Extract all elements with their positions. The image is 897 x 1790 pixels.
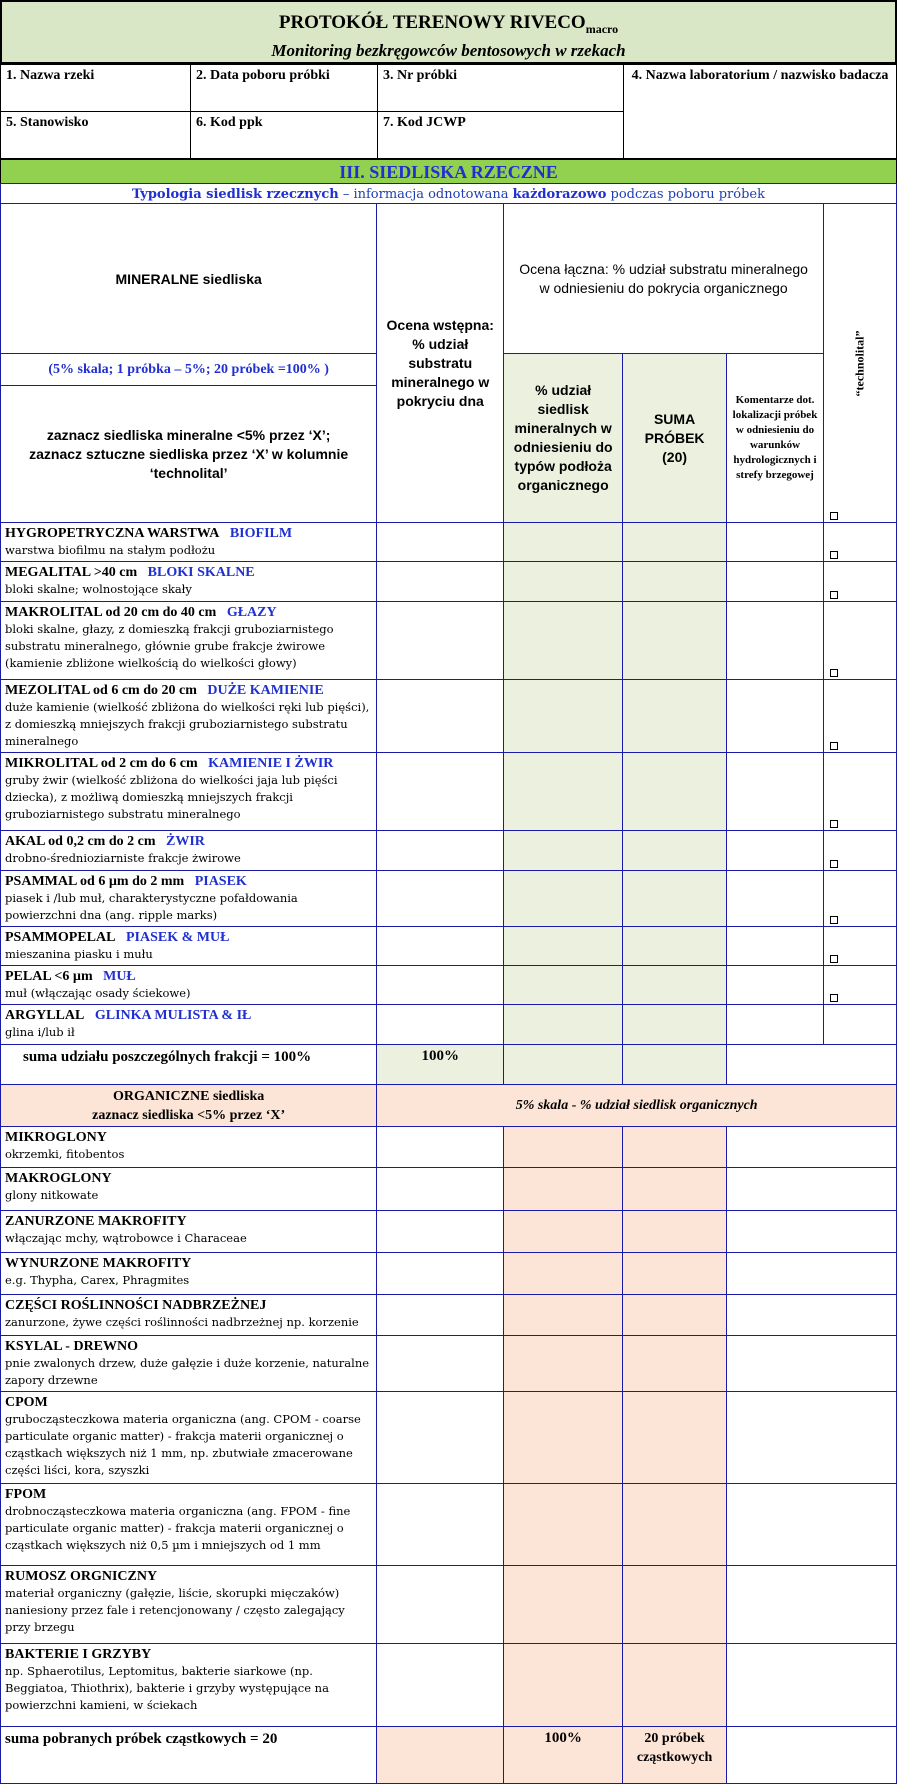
habitat-tag: MUŁ — [103, 969, 136, 984]
organic-habitat-text — [1, 1484, 376, 1556]
sum-samples-input[interactable] — [623, 602, 727, 680]
comments-input[interactable] — [727, 871, 824, 927]
organic-sum-samples: 20 próbek cząstkowych — [623, 1727, 727, 1784]
field-jcwp-code[interactable]: 7. Kod JCWP — [377, 111, 624, 159]
comments-input[interactable] — [727, 562, 824, 602]
sum-samples-input[interactable] — [623, 562, 727, 602]
organic-row — [1, 1253, 897, 1295]
field-sample-number[interactable]: 3. Nr próbki — [377, 64, 624, 112]
technolital-checkbox[interactable] — [830, 512, 838, 520]
field-river-name[interactable]: 1. Nazwa rzeki — [0, 64, 191, 112]
form-title — [2, 12, 895, 37]
mineral-sum-row — [1, 1045, 897, 1085]
organic-habitat-text — [1, 1566, 376, 1638]
technolital-checkbox[interactable] — [830, 860, 838, 868]
organic-comments-input[interactable] — [727, 1168, 897, 1211]
sum-samples-header: SUMA PRÓBEK (20) — [623, 354, 727, 523]
mineral-row — [1, 1005, 897, 1045]
habitat-name: ZANURZONE MAKROFITY — [5, 1214, 187, 1229]
technolital-header — [823, 204, 896, 523]
habitat-description: drobnocząsteczkowa materia organiczna (ang. FPOM - fine particulate organic matter) - frakcja materii organicznej o cząstkach większych niż 0,5 µm i mniejszych od 1 mm — [5, 1504, 351, 1552]
field-lab-name[interactable]: 4. Nazwa laboratorium / nazwisko badacza — [623, 64, 897, 159]
comments-input[interactable] — [727, 680, 824, 753]
organic-habitat-cell — [1, 1127, 377, 1168]
sum-samples-input[interactable] — [623, 831, 727, 871]
organic-habitat-cell — [1, 1336, 377, 1392]
organic-habitat-cell — [1, 1644, 377, 1727]
organic-habitat-text — [1, 1127, 376, 1165]
habitat-name: HYGROPETRYCZNA WARSTWA — [5, 526, 220, 541]
organic-sum-value: 100% — [504, 1727, 623, 1784]
habitat-tag: GŁAZY — [226, 605, 277, 620]
organic-sum-input[interactable] — [623, 1336, 727, 1392]
mineral-habitat-name — [5, 929, 372, 946]
share-input[interactable] — [504, 680, 623, 753]
habitat-description: okrzemki, fitobentos — [5, 1147, 125, 1161]
technolital-checkbox[interactable] — [830, 669, 838, 677]
mineral-habitat-text — [1, 680, 376, 752]
mineral-habitat-text — [1, 831, 376, 869]
habitat-name: MAKROLITAL od 20 cm do 40 cm — [5, 605, 217, 620]
empty-cell — [727, 1727, 897, 1784]
habitat-name: MEZOLITAL od 6 cm do 20 cm — [5, 683, 197, 698]
initial-assessment-input[interactable] — [377, 753, 504, 831]
habitat-tag: KAMIENIE I ŻWIR — [208, 756, 334, 771]
habitat-name: RUMOSZ ORGNICZNY — [5, 1569, 158, 1584]
organic-comments-input[interactable] — [727, 1211, 897, 1253]
comments-input[interactable] — [727, 602, 824, 680]
mineral-row — [1, 927, 897, 966]
organic-comments-input[interactable] — [727, 1644, 897, 1727]
organic-habitat-text — [1, 1211, 376, 1249]
organic-comments-input[interactable] — [727, 1295, 897, 1336]
organic-habitat-text — [1, 1336, 376, 1391]
sum-samples-input[interactable] — [623, 927, 727, 966]
initial-assessment-input[interactable] — [377, 680, 504, 753]
typology-bold-2: każdorazowo — [512, 187, 607, 202]
mineral-habitat-text — [1, 871, 376, 926]
organic-sum-input[interactable] — [623, 1253, 727, 1295]
mineral-habitat-cell — [1, 871, 377, 927]
technolital-checkbox[interactable] — [830, 591, 838, 599]
comments-input[interactable] — [727, 966, 824, 1005]
typology-text-2: podczas poboru próbek — [606, 187, 765, 202]
habitat-name: ARGYLLAL — [5, 1008, 85, 1023]
field-ppk-code[interactable]: 6. Kod ppk — [190, 111, 378, 159]
mineral-habitat-name — [5, 1007, 372, 1024]
organic-sum-input[interactable] — [623, 1484, 727, 1566]
empty-cell — [623, 1045, 727, 1085]
organic-scale: 5% skala - % udział siedlisk organicznych — [377, 1085, 897, 1127]
organic-input[interactable] — [377, 1168, 504, 1211]
habitat-name: MEGALITAL >40 cm — [5, 565, 138, 580]
technolital-checkbox[interactable] — [830, 955, 838, 963]
mineral-habitat-cell — [1, 831, 377, 871]
mineral-habitat-name — [5, 755, 372, 772]
organic-share-input[interactable] — [504, 1336, 623, 1392]
organic-share-input[interactable] — [504, 1644, 623, 1727]
organic-comments-input[interactable] — [727, 1484, 897, 1566]
share-input[interactable] — [504, 927, 623, 966]
habitat-description: glina i/lub ił — [5, 1025, 75, 1039]
mineral-habitat-cell — [1, 753, 377, 831]
scale-note: (5% skala; 1 próbka – 5%; 20 próbek =100% ) — [1, 354, 377, 386]
comments-input[interactable] — [727, 831, 824, 871]
habitat-description: mieszanina piasku i mułu — [5, 947, 153, 961]
organic-habitat-cell — [1, 1392, 377, 1484]
habitat-description: włączając mchy, wątrobowce i Characeae — [5, 1231, 247, 1245]
organic-input[interactable] — [377, 1211, 504, 1253]
typology-text-1: – informacja odnotowana — [338, 187, 513, 202]
mineral-habitat-name — [5, 833, 372, 850]
technolital-cell[interactable] — [823, 1005, 896, 1045]
mineral-habitat-text — [1, 523, 376, 561]
header-row — [1, 204, 897, 354]
mineral-sum-value: 100% — [377, 1045, 504, 1085]
mineral-habitat-text — [1, 927, 376, 965]
organic-input[interactable] — [377, 1336, 504, 1392]
mineral-sum-label: suma udziału poszczególnych frakcji = 100% — [1, 1045, 377, 1085]
mineral-habitat-cell — [1, 602, 377, 680]
organic-share-input[interactable] — [504, 1127, 623, 1168]
share-input[interactable] — [504, 523, 623, 562]
initial-assessment-input[interactable] — [377, 927, 504, 966]
mineral-habitat-cell — [1, 927, 377, 966]
habitat-tag: BIOFILM — [229, 526, 293, 541]
mineral-row — [1, 523, 897, 562]
comments-input[interactable] — [727, 927, 824, 966]
mineral-row — [1, 753, 897, 831]
share-mineral-header: % udział siedlisk mineralnych w odniesieniu do typów podłoża organicznego — [504, 354, 623, 523]
form-title-main: PROTOKÓŁ TERENOWY RIVECO — [278, 12, 586, 33]
habitat-name: KSYLAL - DREWNO — [5, 1339, 139, 1354]
habitat-description: muł (włączając osady ściekowe) — [5, 986, 191, 1000]
initial-assessment-input[interactable] — [377, 602, 504, 680]
mineral-habitat-name — [5, 682, 372, 699]
mineral-habitat-text — [1, 1005, 376, 1043]
organic-comments-input[interactable] — [727, 1566, 897, 1644]
organic-habitat-text — [1, 1168, 376, 1206]
habitat-name: MIKROLITAL od 2 cm do 6 cm — [5, 756, 198, 771]
habitat-name: CPOM — [5, 1395, 48, 1410]
organic-share-input[interactable] — [504, 1566, 623, 1644]
organic-share-input[interactable] — [504, 1211, 623, 1253]
organic-comments-input[interactable] — [727, 1253, 897, 1295]
organic-habitat-cell — [1, 1253, 377, 1295]
organic-share-input[interactable] — [504, 1253, 623, 1295]
mineral-row — [1, 871, 897, 927]
habitat-table — [0, 203, 897, 1784]
habitat-name: CZĘŚCI ROŚLINNOŚCI NADBRZEŻNEJ — [5, 1298, 267, 1313]
comments-input[interactable] — [727, 523, 824, 562]
habitat-tag: ŻWIR — [166, 834, 205, 849]
habitat-name: AKAL od 0,2 cm do 2 cm — [5, 834, 156, 849]
mineral-instruction: zaznacz siedliska mineralne <5% przez ‘X’; zaznacz sztuczne siedliska przez ‘X’ w kolumnie ‘technolital’ — [1, 386, 377, 523]
organic-habitat-cell — [1, 1566, 377, 1644]
habitat-tag: PIASEK & MUŁ — [125, 930, 230, 945]
habitat-name: MIKROGLONY — [5, 1130, 107, 1145]
organic-sum-input[interactable] — [623, 1644, 727, 1727]
mineral-habitat-cell — [1, 523, 377, 562]
organic-habitat-cell — [1, 1484, 377, 1566]
share-input[interactable] — [504, 831, 623, 871]
organic-sum-row — [1, 1727, 897, 1784]
organic-comments-input[interactable] — [727, 1336, 897, 1392]
sum-samples-input[interactable] — [623, 680, 727, 753]
organic-share-input[interactable] — [504, 1392, 623, 1484]
mineral-habitat-cell — [1, 562, 377, 602]
form-header — [0, 0, 897, 64]
mineral-habitat-cell — [1, 1005, 377, 1045]
mineral-habitat-name — [5, 968, 372, 985]
organic-habitat-cell — [1, 1295, 377, 1336]
mineral-habitat-cell — [1, 966, 377, 1005]
organic-share-input[interactable] — [504, 1484, 623, 1566]
technolital-checkbox[interactable] — [830, 994, 838, 1002]
habitat-description: materiał organiczny (gałęzie, liście, skorupki mięczaków) naniesiony przez fale i retencjonowany / często zalegający przy brzegu — [5, 1586, 345, 1634]
organic-sum-input[interactable] — [623, 1168, 727, 1211]
organic-row — [1, 1168, 897, 1211]
sum-samples-input[interactable] — [623, 523, 727, 562]
habitat-name: PSAMMAL od 6 µm do 2 mm — [5, 874, 185, 889]
organic-habitat-text — [1, 1253, 376, 1291]
habitat-description: bloki skalne; wolnostojące skały — [5, 582, 192, 596]
mineral-habitat-name — [5, 604, 372, 621]
mineral-title: MINERALNE siedliska — [1, 204, 377, 354]
form-subtitle: Monitoring bezkręgowców bentosowych w rzekach — [271, 40, 626, 60]
organic-sum-input[interactable] — [623, 1127, 727, 1168]
organic-row — [1, 1566, 897, 1644]
share-input[interactable] — [504, 966, 623, 1005]
organic-sum-input[interactable] — [623, 1392, 727, 1484]
mineral-row — [1, 562, 897, 602]
habitat-tag: PIASEK — [194, 874, 247, 889]
mineral-habitat-name — [5, 564, 372, 581]
organic-row — [1, 1295, 897, 1336]
comments-input[interactable] — [727, 1005, 824, 1045]
organic-share-input[interactable] — [504, 1295, 623, 1336]
sum-samples-input[interactable] — [623, 1005, 727, 1045]
organic-row — [1, 1127, 897, 1168]
habitat-description: bloki skalne, głazy, z domieszką frakcji gruboziarnistego substratu mineralnego, głównie grube frakcje żwirowe (kamienie zbliżone wielkością do wielkości głowy) — [5, 622, 334, 670]
empty-cell — [727, 1045, 897, 1085]
initial-assessment-input[interactable] — [377, 523, 504, 562]
organic-row — [1, 1336, 897, 1392]
habitat-description: warstwa biofilmu na stałym podłożu — [5, 543, 216, 557]
share-input[interactable] — [504, 1005, 623, 1045]
habitat-tag: BLOKI SKALNE — [147, 565, 255, 580]
organic-row — [1, 1484, 897, 1566]
habitat-name: PELAL <6 µm — [5, 969, 93, 984]
mineral-row — [1, 966, 897, 1005]
organic-row — [1, 1392, 897, 1484]
habitat-tag: DUŻE KAMIENIE — [207, 683, 324, 698]
mineral-habitat-text — [1, 753, 376, 825]
organic-sum-label: suma pobranych próbek cząstkowych = 20 — [1, 1727, 377, 1784]
organic-habitat-text — [1, 1392, 376, 1481]
organic-input[interactable] — [377, 1566, 504, 1644]
organic-habitat-text — [1, 1644, 376, 1716]
technolital-cell[interactable] — [823, 602, 896, 680]
form-title-sub: macro — [585, 21, 619, 36]
technolital-checkbox[interactable] — [830, 551, 838, 559]
habitat-description: glony nitkowate — [5, 1188, 99, 1202]
technolital-cell[interactable] — [823, 753, 896, 831]
technolital-checkbox[interactable] — [830, 820, 838, 828]
habitat-description: pnie zwalonych drzew, duże gałęzie i duże korzenie, naturalne zapory drzewne — [5, 1356, 370, 1387]
organic-row — [1, 1644, 897, 1727]
mineral-habitat-name — [5, 873, 372, 890]
organic-comments-input[interactable] — [727, 1392, 897, 1484]
habitat-description: gruby żwir (wielkość zbliżona do wielkości jaja lub pięści dziecka), z możliwą domieszką mniejszych frakcji gruboziarnistego substratu mineralnego — [5, 773, 338, 821]
joint-assessment-header: Ocena łączna: % udział substratu mineralnego w odniesieniu do pokrycia organicznego — [504, 204, 824, 354]
initial-assessment-header: Ocena wstępna: % udział substratu mineralnego w pokryciu dna — [377, 204, 504, 523]
initial-assessment-input[interactable] — [377, 562, 504, 602]
initial-assessment-input[interactable] — [377, 966, 504, 1005]
mineral-habitat-text — [1, 562, 376, 600]
field-site[interactable]: 5. Stanowisko — [0, 111, 191, 159]
mineral-habitat-text — [1, 602, 376, 674]
mineral-habitat-cell — [1, 680, 377, 753]
habitat-name: PSAMMOPELAL — [5, 930, 116, 945]
mineral-habitat-text — [1, 966, 376, 1004]
habitat-name: BAKTERIE I GRZYBY — [5, 1647, 152, 1662]
empty-cell — [504, 1045, 623, 1085]
initial-assessment-input[interactable] — [377, 831, 504, 871]
organic-instruction: zaznacz siedliska <5% przez ‘X’ — [92, 1107, 286, 1123]
technolital-checkbox[interactable] — [830, 916, 838, 924]
organic-input[interactable] — [377, 1392, 504, 1484]
sum-samples-input[interactable] — [623, 753, 727, 831]
habitat-name: WYNURZONE MAKROFITY — [5, 1256, 192, 1271]
sum-samples-input[interactable] — [623, 966, 727, 1005]
habitat-description: np. Sphaerotilus, Leptomitus, bakterie siarkowe (np. Beggiatoa, Thiothrix), bakterie i grzyby występujące na powierzchni kamieni, w ściekach — [5, 1664, 329, 1712]
organic-habitat-cell — [1, 1168, 377, 1211]
habitat-description: drobno-średnioziarniste frakcje żwirowe — [5, 851, 241, 865]
organic-habitat-cell — [1, 1211, 377, 1253]
mineral-habitat-name — [5, 525, 372, 542]
habitat-name: FPOM — [5, 1487, 47, 1502]
habitat-name: MAKROGLONY — [5, 1171, 112, 1186]
habitat-description: duże kamienie (wielkość zbliżona do wielkości ręki lub pięści), z domieszką mniejszych frakcji gruboziarnistego substratu mineralnego — [5, 700, 370, 748]
organic-sum-input[interactable] — [623, 1211, 727, 1253]
organic-header — [1, 1085, 377, 1127]
comments-input[interactable] — [727, 753, 824, 831]
share-input[interactable] — [504, 871, 623, 927]
organic-input[interactable] — [377, 1644, 504, 1727]
sum-samples-input[interactable] — [623, 871, 727, 927]
organic-input[interactable] — [377, 1295, 504, 1336]
mineral-row — [1, 680, 897, 753]
section-title: III. SIEDLISKA RZECZNE — [0, 159, 897, 184]
organic-share-input[interactable] — [504, 1168, 623, 1211]
typology-note — [0, 183, 897, 204]
organic-input[interactable] — [377, 1253, 504, 1295]
organic-title: ORGANICZNE siedliska — [112, 1088, 265, 1104]
technolital-checkbox[interactable] — [830, 742, 838, 750]
comments-header: Komentarze dot. lokalizacji próbek w odniesieniu do warunków hydrologicznych i strefy brzegowej — [727, 354, 824, 523]
habitat-tag: GLINKA MULISTA & IŁ — [94, 1008, 252, 1023]
mineral-row — [1, 602, 897, 680]
organic-row — [1, 1211, 897, 1253]
organic-habitat-text — [1, 1295, 376, 1333]
organic-input[interactable] — [377, 1127, 504, 1168]
initial-assessment-input[interactable] — [377, 871, 504, 927]
technolital-label: “technolital” — [852, 330, 867, 396]
share-input[interactable] — [504, 753, 623, 831]
organic-header-row — [1, 1085, 897, 1127]
typology-bold: Typologia siedlisk rzecznych — [132, 187, 339, 202]
organic-sum-input[interactable] — [623, 1295, 727, 1336]
initial-assessment-input[interactable] — [377, 1005, 504, 1045]
habitat-description: zanurzone, żywe części roślinności nadbrzeżnej np. korzenie — [5, 1315, 359, 1329]
habitat-description: grubocząsteczkowa materia organiczna (ang. CPOM - coarse particulate organic matter) - frakcja materii organicznej o cząstkach większych niż 1 mm, np. zbutwiałe zmacerowane części liści, kora, szyszki — [5, 1412, 361, 1477]
organic-sum-input[interactable] — [623, 1566, 727, 1644]
habitat-description: piasek i /lub muł, charakterystyczne pofałdowania powierzchni dna (ang. ripple marks) — [5, 891, 298, 922]
habitat-description: e.g. Thypha, Carex, Phragmites — [5, 1273, 190, 1287]
empty-cell — [377, 1727, 504, 1784]
share-input[interactable] — [504, 602, 623, 680]
share-input[interactable] — [504, 562, 623, 602]
mineral-row — [1, 831, 897, 871]
field-sample-date[interactable]: 2. Data poboru próbki — [190, 64, 378, 112]
organic-input[interactable] — [377, 1484, 504, 1566]
organic-comments-input[interactable] — [727, 1127, 897, 1168]
